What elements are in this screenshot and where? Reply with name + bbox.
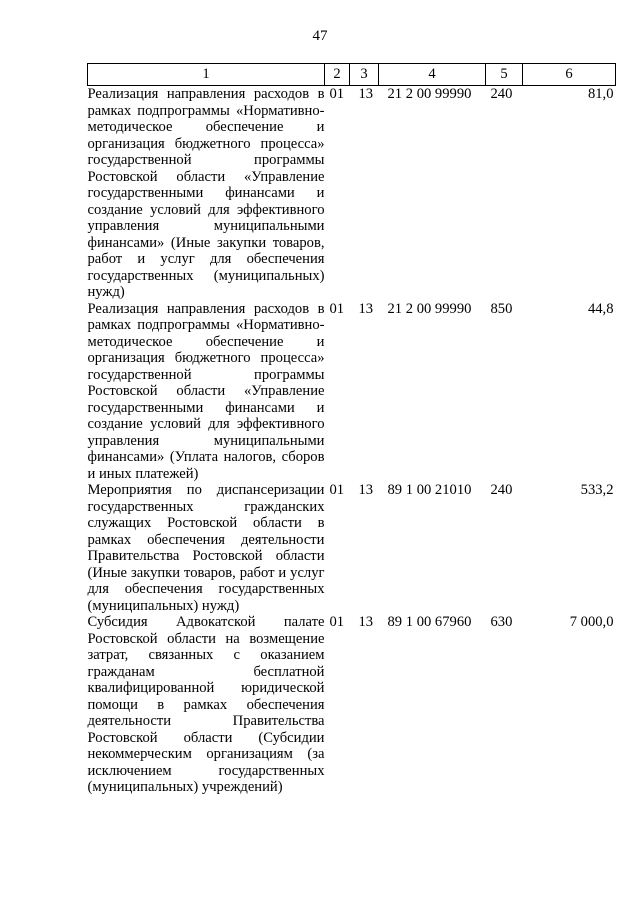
row-subsection-code: 13 xyxy=(358,614,374,630)
header-col-5: 5 xyxy=(486,64,523,86)
row-target-article: 89 1 00 67960 xyxy=(387,614,472,630)
row-section-code: 01 xyxy=(329,614,345,630)
row-name: Мероприятия по диспансеризации государственных гражданских служащих Ростовской области в рамках обеспечения деятельности Правительства Ростовской области (Иные закупки товаров, работ и услуг для обеспечения государственных (муниципальных) нужд) xyxy=(87,482,325,614)
row-name: Реализация направления расходов в рамках подпрограммы «Нормативно-методическое обеспечение и организация бюджетного процесса» государственной программы Ростовской области «Управление государственными финансами и создание условий для эффективного управления муниципальными финансами» (Иные закупки товаров, работ и услуг для обеспечения государственных (муниципальных) нужд) xyxy=(87,86,325,300)
row-section-code: 01 xyxy=(329,86,345,102)
row-section-code: 01 xyxy=(329,482,345,498)
table-row xyxy=(88,482,616,614)
row-expense-type: 850 xyxy=(490,300,513,317)
table-header xyxy=(88,64,616,86)
header-col-4: 4 xyxy=(379,64,486,86)
row-expense-type: 240 xyxy=(490,86,513,102)
row-name: Реализация направления расходов в рамках подпрограммы «Нормативно-методическое обеспечение и организация бюджетного процесса» государственной программы Ростовской области «Управление государственными финансами и создание условий для эффективного управления муниципальными финансами» (Уплата налогов, сборов и иных платежей) xyxy=(87,300,325,482)
row-name: Субсидия Адвокатской палате Ростовской области на возмещение затрат, связанных с оказанием гражданам бесплатной квалифицированной юридической помощи в рамках обеспечения деятельности Правительства Ростовской области (Субсидии некоммерческим организациям (за исключением государственных (муниципальных) учреждений) xyxy=(87,614,325,795)
row-amount: 44,8 xyxy=(587,300,614,317)
row-expense-type: 240 xyxy=(490,482,513,498)
table-body xyxy=(88,86,616,796)
row-subsection-code: 13 xyxy=(358,300,374,317)
row-subsection-code: 13 xyxy=(358,86,374,102)
table-row xyxy=(88,301,616,483)
row-amount: 533,2 xyxy=(580,482,614,498)
row-target-article: 21 2 00 99990 xyxy=(387,300,472,317)
table-row xyxy=(88,614,616,796)
row-expense-type: 630 xyxy=(490,614,513,630)
row-amount: 7 000,0 xyxy=(569,614,614,630)
row-target-article: 21 2 00 99990 xyxy=(387,86,472,102)
header-col-1: 1 xyxy=(88,64,325,86)
row-target-article: 89 1 00 21010 xyxy=(387,482,472,498)
page-number: 47 xyxy=(312,28,328,44)
header-col-3: 3 xyxy=(350,64,379,86)
budget-table xyxy=(87,63,616,796)
row-subsection-code: 13 xyxy=(358,482,374,498)
row-amount: 81,0 xyxy=(587,86,614,102)
header-col-2: 2 xyxy=(325,64,350,86)
table-row xyxy=(88,86,616,301)
header-col-6: 6 xyxy=(523,64,616,86)
header-row xyxy=(88,64,616,86)
row-section-code: 01 xyxy=(329,300,345,317)
